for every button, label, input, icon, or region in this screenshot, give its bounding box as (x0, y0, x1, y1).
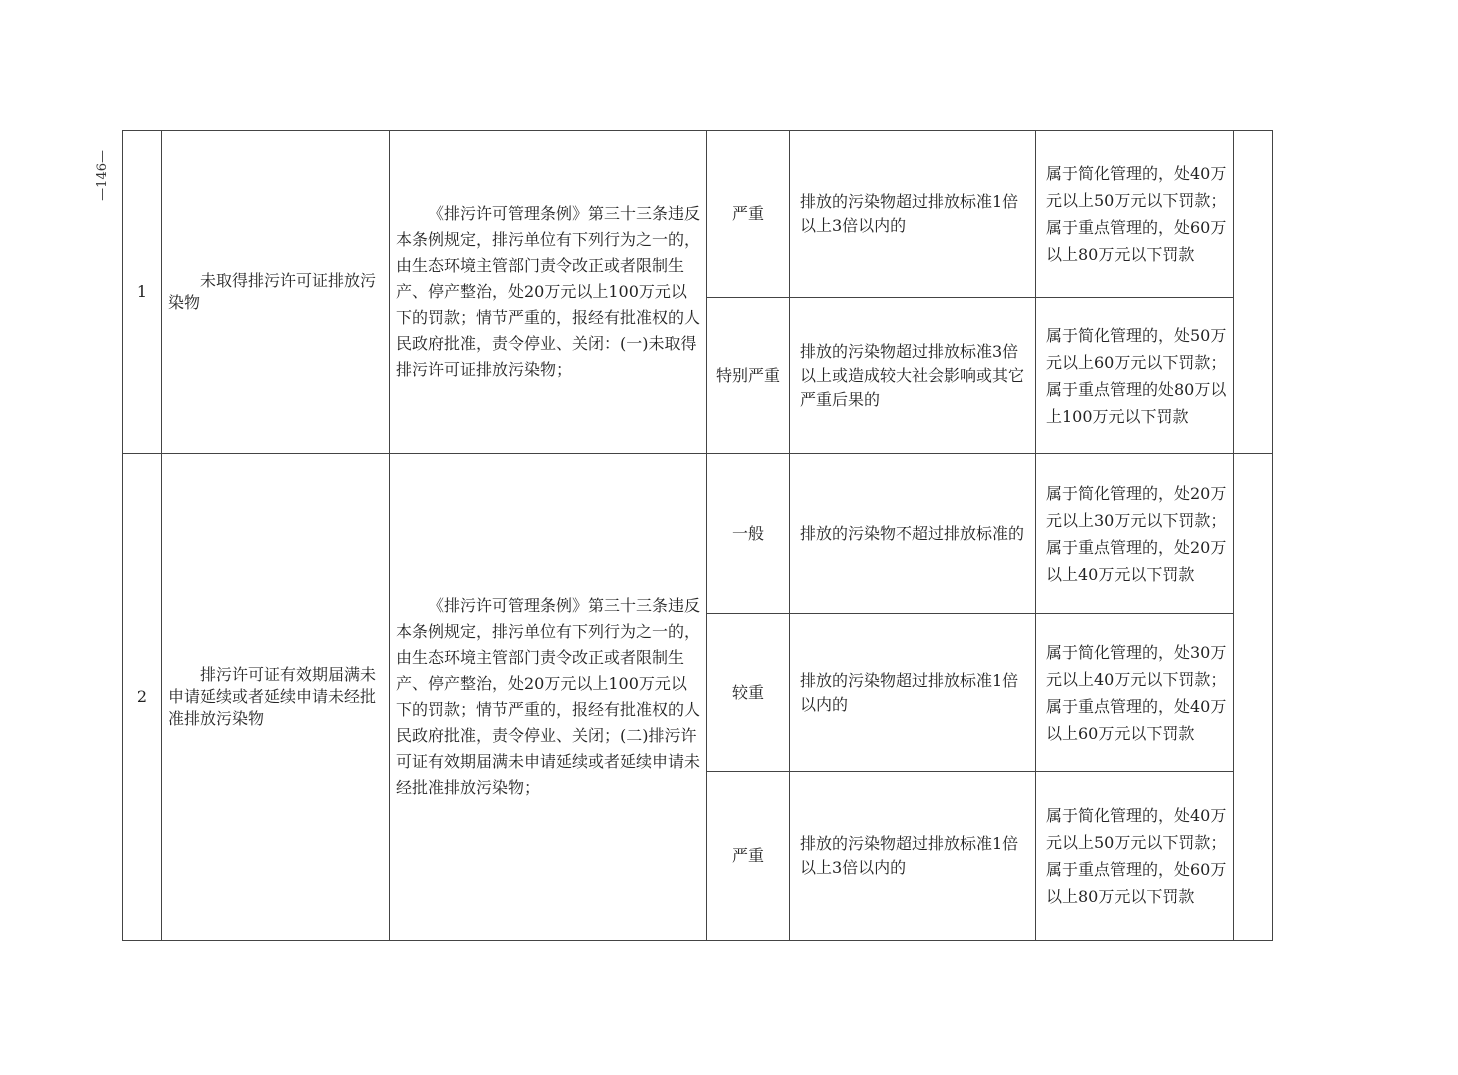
penalty-standard: 属于简化管理的，处40万元以上50万元以下罚款；属于重点管理的，处60万以上80万元以下罚款 (1036, 131, 1234, 298)
page-number: —146— (95, 150, 110, 201)
penalty-standard: 属于简化管理的，处20万元以上30万元以下罚款；属于重点管理的，处20万以上40万元以下罚款 (1036, 454, 1234, 614)
severity-level: 特别严重 (707, 298, 790, 454)
severity-level: 一般 (707, 454, 790, 614)
penalty-standard: 属于简化管理的，处40万元以上50万元以下罚款；属于重点管理的，处60万以上80万元以下罚款 (1036, 772, 1234, 941)
item-number: 1 (123, 131, 162, 454)
penalty-standard: 属于简化管理的，处30万元以上40万元以下罚款；属于重点管理的，处40万以上60万元以下罚款 (1036, 614, 1234, 772)
severity-level: 严重 (707, 131, 790, 298)
empty-cell (1234, 131, 1273, 454)
circumstance: 排放的污染物超过排放标准1倍以内的 (790, 614, 1036, 772)
table-row (123, 454, 1273, 614)
severity-level: 较重 (707, 614, 790, 772)
violation-act: 排污许可证有效期届满未申请延续或者延续申请未经批准排放污染物 (162, 454, 390, 941)
severity-level: 严重 (707, 772, 790, 941)
circumstance: 排放的污染物超过排放标准1倍以上3倍以内的 (790, 131, 1036, 298)
circumstance: 排放的污染物超过排放标准1倍以上3倍以内的 (790, 772, 1036, 941)
circumstance: 排放的污染物超过排放标准3倍以上或造成较大社会影响或其它严重后果的 (790, 298, 1036, 454)
penalty-standard: 属于简化管理的，处50万元以上60万元以下罚款；属于重点管理的处80万以上100万元以下罚款 (1036, 298, 1234, 454)
penalty-standards-table (122, 130, 1273, 941)
empty-cell (1234, 454, 1273, 941)
legal-basis: 《排污许可管理条例》第三十三条违反本条例规定，排污单位有下列行为之一的，由生态环境主管部门责令改正或者限制生产、停产整治，处20万元以上100万元以下的罚款；情节严重的，报经有批准权的人民政府批准，责令停业、关闭：(一)未取得排污许可证排放污染物； (390, 131, 707, 454)
circumstance: 排放的污染物不超过排放标准的 (790, 454, 1036, 614)
item-number: 2 (123, 454, 162, 941)
violation-act: 未取得排污许可证排放污染物 (162, 131, 390, 454)
table-row (123, 131, 1273, 298)
legal-basis: 《排污许可管理条例》第三十三条违反本条例规定，排污单位有下列行为之一的，由生态环境主管部门责令改正或者限制生产、停产整治，处20万元以上100万元以下的罚款；情节严重的，报经有批准权的人民政府批准，责令停业、关闭；(二)排污许可证有效期届满未申请延续或者延续申请未经批准排放污染物； (390, 454, 707, 941)
